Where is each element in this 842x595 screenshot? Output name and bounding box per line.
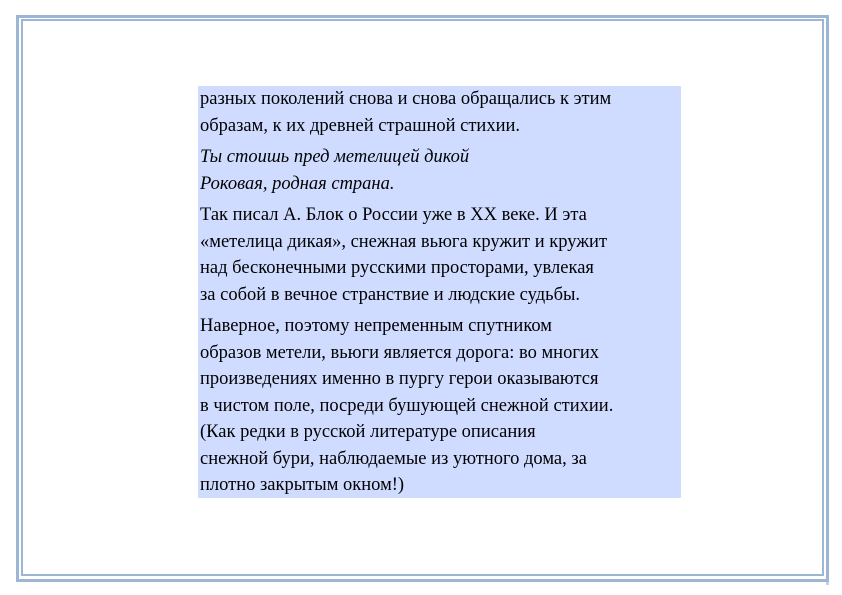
quote-line: Роковая, родная страна. <box>200 173 395 194</box>
text-line: произведениях именно в пургу герои оказываются <box>200 369 599 389</box>
text-line: Наверное, поэтому непременным спутником <box>200 316 552 336</box>
text-line: разных поколений снова и снова обращались к этим <box>200 89 612 109</box>
text-line: за собой в вечное странствие и людские судьбы. <box>200 284 581 305</box>
text-line: (Как редки в русской литературе описания <box>200 422 536 442</box>
highlighted-text-block <box>198 86 681 498</box>
poem-quote <box>200 144 681 197</box>
text-line: плотно закрытым окном!) <box>200 475 405 495</box>
paragraph-3 <box>200 313 681 499</box>
text-line: «метелица дикая», снежная вьюга кружит и кружит <box>200 231 608 252</box>
quote-line: Ты стоишь пред метелицей дикой <box>200 147 470 167</box>
paragraph-1 <box>200 86 681 139</box>
text-line: снежной бури, наблюдаемые из уютного дома, за <box>200 448 587 469</box>
text-line: образам, к их древней страшной стихии. <box>200 115 521 136</box>
text-line: Так писал А. Блок о России уже в XX веке. И эта <box>200 205 587 225</box>
text-line: образов метели, вьюги является дорога: во многих <box>200 342 600 363</box>
paragraph-2 <box>200 202 681 308</box>
text-line: в чистом поле, посреди бушующей снежной стихии. <box>200 395 614 416</box>
text-line: над бесконечными русскими просторами, увлекая <box>200 258 594 278</box>
